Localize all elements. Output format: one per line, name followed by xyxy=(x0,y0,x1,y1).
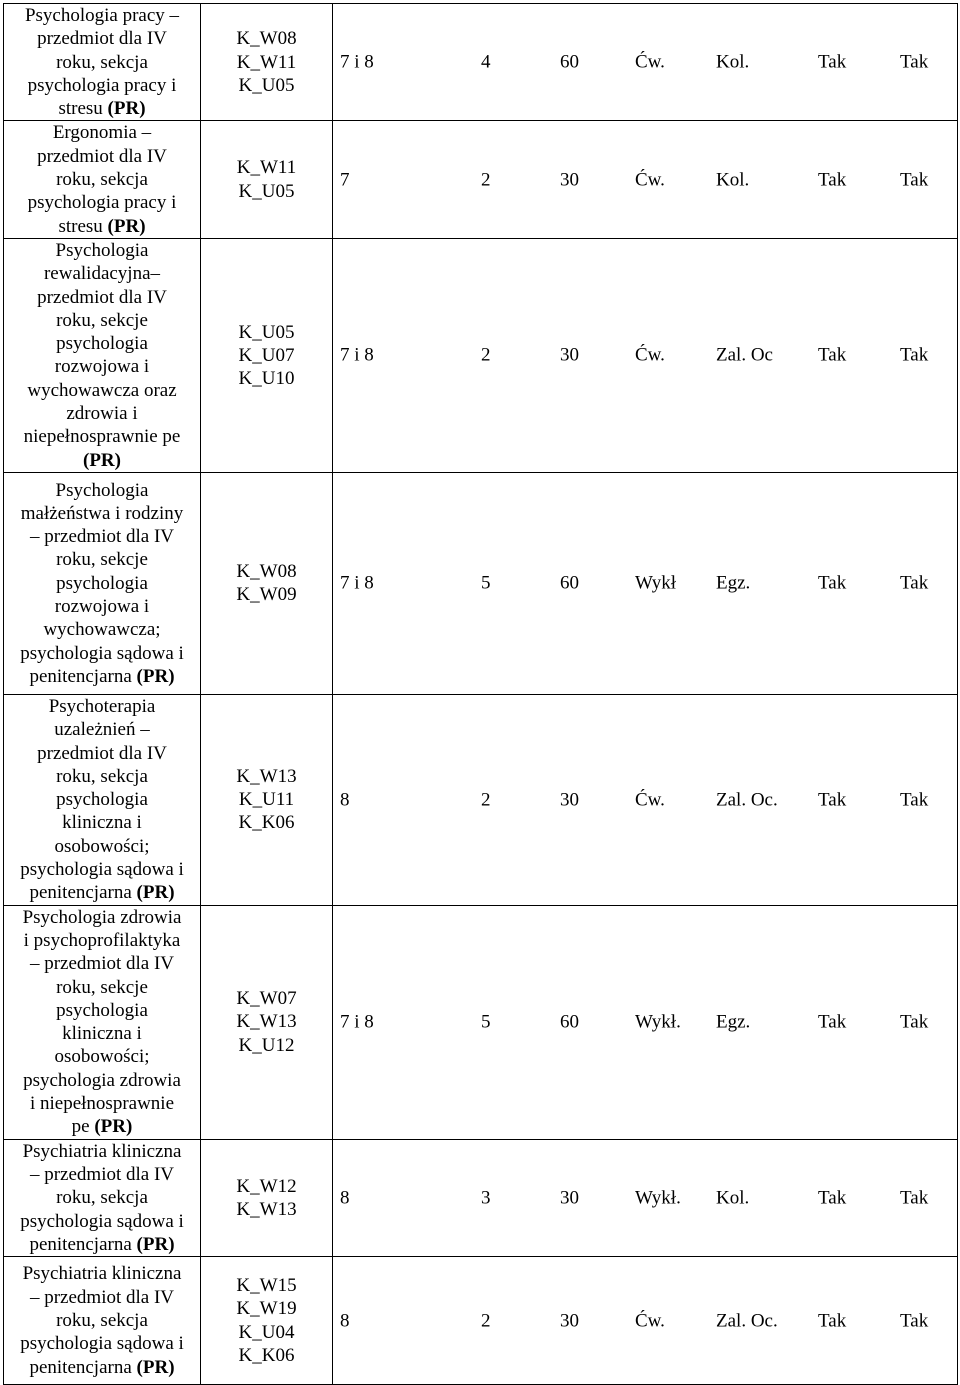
subject-text: – przedmiot dla IV xyxy=(29,526,175,548)
pr-tag: (PR) xyxy=(94,1116,133,1138)
subject-text: psychologia sądowa i xyxy=(20,859,184,881)
subject-line xyxy=(4,355,200,378)
subject-text: wychowawcza oraz xyxy=(27,379,177,401)
subject-text: – przedmiot dla IV xyxy=(29,953,175,975)
details-cell xyxy=(333,121,958,238)
subject-text: roku, sekcje xyxy=(56,976,148,998)
class-form: Wykł. xyxy=(635,1187,681,1209)
pr-tag: (PR) xyxy=(107,98,146,120)
subject-line xyxy=(4,548,200,571)
subject-line xyxy=(4,595,200,618)
subject-line xyxy=(4,51,200,74)
details-cell xyxy=(333,1257,958,1385)
subject-line xyxy=(4,1163,200,1186)
course-row xyxy=(4,4,958,121)
subject-text: przedmiot dla IV xyxy=(37,28,167,50)
learning-outcome-code: K_K06 xyxy=(238,1344,295,1366)
hours: 60 xyxy=(560,1011,579,1033)
class-form: Ćw. xyxy=(635,344,665,366)
learning-outcome-code: K_U04 xyxy=(238,1321,295,1343)
flag-1: Tak xyxy=(818,789,847,811)
course-row xyxy=(4,905,958,1139)
subject-line xyxy=(4,906,200,929)
subject-line xyxy=(4,1262,200,1285)
subject-line xyxy=(4,1140,200,1163)
semester: 7 i 8 xyxy=(340,572,374,594)
subject-line xyxy=(4,525,200,548)
course-row xyxy=(4,238,958,472)
semester: 7 i 8 xyxy=(340,51,374,73)
semester: 8 xyxy=(340,1309,350,1331)
course-row xyxy=(4,1139,958,1256)
subject-text: i psychoprofilaktyka xyxy=(23,929,181,951)
subject-line xyxy=(4,27,200,50)
learning-outcome-code: K_W12 xyxy=(236,1175,297,1197)
semester: 7 xyxy=(340,169,350,191)
subject-text: roku, sekcja xyxy=(56,51,148,73)
ects-points: 2 xyxy=(481,169,491,191)
subject-text: psychologia xyxy=(56,789,148,811)
learning-outcome-code: K_W09 xyxy=(236,584,297,606)
subject-text: – przedmiot dla IV xyxy=(29,1163,175,1185)
subject-text: przedmiot dla IV xyxy=(37,742,167,764)
subject-cell xyxy=(4,472,201,694)
flag-2: Tak xyxy=(900,1011,929,1033)
subject-text: penitencjarna xyxy=(29,882,132,904)
subject-text: kliniczna i xyxy=(62,812,142,834)
subject-line xyxy=(4,168,200,191)
subject-line xyxy=(4,332,200,355)
subject-line xyxy=(4,952,200,975)
class-form: Ćw. xyxy=(635,169,665,191)
subject-line xyxy=(4,74,200,97)
subject-text: psychologia xyxy=(56,999,148,1021)
pr-tag: (PR) xyxy=(136,882,175,904)
subject-line xyxy=(4,425,200,448)
ects-points: 2 xyxy=(481,1309,491,1331)
ects-points: 5 xyxy=(481,1011,491,1033)
learning-outcomes-cell xyxy=(201,472,333,694)
pr-tag: (PR) xyxy=(136,1233,175,1255)
subject-line xyxy=(4,402,200,425)
course-row xyxy=(4,121,958,238)
learning-outcomes-cell xyxy=(201,905,333,1139)
subject-text: i niepełnosprawnie xyxy=(29,1093,175,1114)
subject-line xyxy=(4,1022,200,1045)
subject-text: penitencjarna xyxy=(29,1233,132,1255)
details-cell xyxy=(333,1139,958,1256)
subject-text: psychologia sądowa i xyxy=(20,1210,184,1232)
subject-cell xyxy=(4,1139,201,1256)
subject-cell xyxy=(4,905,201,1139)
learning-outcomes-cell xyxy=(201,238,333,472)
subject-text: rozwojowa i xyxy=(54,356,150,378)
subject-text: przedmiot dla IV xyxy=(37,286,167,308)
learning-outcome-code: K_U05 xyxy=(238,74,295,96)
learning-outcomes-cell xyxy=(201,121,333,238)
subject-line xyxy=(4,742,200,765)
subject-text: psychologia sądowa i xyxy=(20,642,184,664)
details-cell xyxy=(333,4,958,121)
subject-text: Psychiatria kliniczna xyxy=(22,1140,182,1162)
semester: 8 xyxy=(340,789,350,811)
verification-form: Kol. xyxy=(716,51,750,73)
subject-cell xyxy=(4,1257,201,1385)
subject-text: – przedmiot dla IV xyxy=(29,1286,175,1308)
learning-outcome-code: K_W11 xyxy=(236,157,297,179)
subject-text: Psychologia pracy – xyxy=(24,5,180,26)
hours: 30 xyxy=(560,344,579,366)
subject-text: psychologia pracy i xyxy=(27,192,177,214)
semester: 8 xyxy=(340,1187,350,1209)
subject-text: Psychologia xyxy=(55,239,149,261)
subject-line xyxy=(4,239,200,262)
subject-line xyxy=(4,1233,200,1256)
learning-outcome-code: K_W15 xyxy=(236,1275,297,1296)
subject-line xyxy=(4,1309,200,1332)
learning-outcome-code: K_W13 xyxy=(236,1011,297,1033)
subject-line xyxy=(4,379,200,402)
pr-tag: (PR) xyxy=(136,665,175,687)
subject-text: psychologia zdrowia xyxy=(23,1069,181,1091)
subject-text: małżeństwa i rodziny xyxy=(20,502,184,524)
subject-line xyxy=(4,929,200,952)
subject-text: roku, sekcje xyxy=(56,549,148,571)
details-cell xyxy=(333,694,958,905)
hours: 60 xyxy=(560,51,579,73)
subject-text: rewalidacyjna– xyxy=(43,263,161,285)
subject-text: psychologia pracy i xyxy=(27,74,177,96)
hours: 30 xyxy=(560,789,579,811)
subject-text: rozwojowa i xyxy=(54,596,150,618)
subject-line xyxy=(4,4,200,27)
learning-outcomes-cell xyxy=(201,1139,333,1256)
learning-outcome-code: K_W13 xyxy=(236,765,297,787)
learning-outcome-code: K_W08 xyxy=(236,561,297,583)
hours: 60 xyxy=(560,572,579,594)
flag-1: Tak xyxy=(818,1011,847,1033)
subject-text: stresu xyxy=(58,215,103,237)
details-cell xyxy=(333,905,958,1139)
subject-line xyxy=(4,858,200,881)
subject-text: Ergonomia – xyxy=(52,122,152,144)
verification-form: Egz. xyxy=(716,572,751,594)
ects-points: 2 xyxy=(481,789,491,811)
flag-2: Tak xyxy=(900,1309,929,1331)
subject-text: stresu xyxy=(58,98,103,120)
flag-1: Tak xyxy=(818,572,847,594)
subject-line xyxy=(4,1092,200,1115)
subject-line xyxy=(4,999,200,1022)
flag-2: Tak xyxy=(900,789,929,811)
subject-text: roku, sekcja xyxy=(56,169,148,191)
subject-line xyxy=(4,765,200,788)
subject-line xyxy=(4,502,200,525)
subject-line xyxy=(4,449,200,472)
flag-1: Tak xyxy=(818,169,847,191)
flag-2: Tak xyxy=(900,169,929,191)
class-form: Ćw. xyxy=(635,1309,665,1331)
learning-outcome-code: K_U07 xyxy=(238,344,295,366)
pr-tag: (PR) xyxy=(136,1356,175,1378)
subject-line xyxy=(4,642,200,665)
learning-outcome-code: K_W07 xyxy=(236,988,297,1010)
subject-line xyxy=(4,309,200,332)
subject-line xyxy=(4,1332,200,1355)
learning-outcome-code: K_U11 xyxy=(238,789,295,811)
subject-line xyxy=(4,572,200,595)
verification-form: Zal. Oc xyxy=(716,344,773,366)
class-form: Wykł xyxy=(635,572,677,594)
subject-line xyxy=(4,1210,200,1233)
subject-line xyxy=(4,811,200,834)
subject-line xyxy=(4,695,200,718)
verification-form: Zal. Oc. xyxy=(716,1309,778,1331)
flag-2: Tak xyxy=(900,572,929,594)
subject-text: osobowości; xyxy=(54,835,150,857)
subject-text: psychologia sądowa i xyxy=(20,1333,184,1355)
learning-outcomes-cell xyxy=(201,1257,333,1385)
verification-form: Zal. Oc. xyxy=(716,789,778,811)
learning-outcomes-cell xyxy=(201,4,333,121)
semester: 7 i 8 xyxy=(340,1011,374,1033)
class-form: Ćw. xyxy=(635,789,665,811)
subject-text: roku, sekcja xyxy=(56,1187,148,1209)
ects-points: 3 xyxy=(481,1187,491,1209)
subject-text: Psychiatria kliniczna xyxy=(22,1263,182,1285)
semester: 7 i 8 xyxy=(340,344,374,366)
subject-text: Psychoterapia xyxy=(48,695,156,717)
flag-1: Tak xyxy=(818,51,847,73)
subject-text: roku, sekcja xyxy=(56,1309,148,1331)
flag-2: Tak xyxy=(900,1187,929,1209)
subject-line xyxy=(4,665,200,688)
learning-outcome-code: K_U05 xyxy=(238,180,295,202)
verification-form: Egz. xyxy=(716,1011,751,1033)
subject-text: pe xyxy=(71,1116,90,1138)
subject-line xyxy=(4,97,200,120)
subject-line xyxy=(4,121,200,144)
details-cell xyxy=(333,238,958,472)
subject-line xyxy=(4,1286,200,1309)
hours: 30 xyxy=(560,169,579,191)
subject-text: roku, sekcje xyxy=(56,309,148,331)
subject-line xyxy=(4,718,200,741)
ects-points: 2 xyxy=(481,344,491,366)
subject-text: Psychologia xyxy=(55,479,149,501)
pr-tag: (PR) xyxy=(107,215,146,237)
learning-outcome-code: K_W08 xyxy=(236,28,297,50)
verification-form: Kol. xyxy=(716,1187,750,1209)
ects-points: 4 xyxy=(481,51,491,73)
subject-text: osobowości; xyxy=(54,1046,150,1068)
course-row xyxy=(4,1257,958,1385)
subject-text: wychowawcza; xyxy=(43,619,161,641)
learning-outcome-code: K_W19 xyxy=(236,1298,297,1320)
flag-1: Tak xyxy=(818,1187,847,1209)
learning-outcome-code: K_W11 xyxy=(236,51,297,73)
subject-line xyxy=(4,618,200,641)
subject-text: penitencjarna xyxy=(29,665,132,687)
subject-line xyxy=(4,215,200,238)
verification-form: Kol. xyxy=(716,169,750,191)
subject-text: psychologia xyxy=(56,572,148,594)
subject-text: zdrowia i xyxy=(66,403,138,425)
subject-line xyxy=(4,1069,200,1092)
flag-2: Tak xyxy=(900,344,929,366)
learning-outcome-code: K_U10 xyxy=(238,368,295,390)
class-form: Wykł. xyxy=(635,1011,681,1033)
flag-2: Tak xyxy=(900,51,929,73)
ects-points: 5 xyxy=(481,572,491,594)
flag-1: Tak xyxy=(818,344,847,366)
learning-outcome-code: K_U05 xyxy=(238,321,295,343)
learning-outcome-code: K_K06 xyxy=(238,812,295,834)
hours: 30 xyxy=(560,1187,579,1209)
subject-cell xyxy=(4,121,201,238)
hours: 30 xyxy=(560,1309,579,1331)
subject-cell xyxy=(4,694,201,905)
course-table-body xyxy=(4,4,958,1385)
flag-1: Tak xyxy=(818,1309,847,1331)
subject-line xyxy=(4,1356,200,1379)
subject-text: uzależnień – xyxy=(54,719,150,741)
subject-line xyxy=(4,262,200,285)
details-cell xyxy=(333,472,958,694)
subject-cell xyxy=(4,4,201,121)
subject-line xyxy=(4,835,200,858)
subject-text: Psychologia zdrowia xyxy=(22,906,182,928)
subject-line xyxy=(4,479,200,502)
learning-outcomes-cell xyxy=(201,694,333,905)
subject-line xyxy=(4,145,200,168)
subject-line xyxy=(4,1115,200,1138)
subject-text: przedmiot dla IV xyxy=(37,145,167,167)
subject-text: roku, sekcja xyxy=(56,765,148,787)
subject-line xyxy=(4,191,200,214)
learning-outcome-code: K_W13 xyxy=(236,1198,297,1220)
subject-line xyxy=(4,976,200,999)
course-row xyxy=(4,694,958,905)
pr-tag: (PR) xyxy=(83,449,121,471)
subject-text: psychologia xyxy=(56,333,148,355)
learning-outcome-code: K_U12 xyxy=(238,1034,295,1056)
subject-line xyxy=(4,286,200,309)
subject-line xyxy=(4,1045,200,1068)
course-table xyxy=(3,3,958,1385)
course-row xyxy=(4,472,958,694)
subject-text: niepełnosprawnie pe xyxy=(23,426,181,448)
subject-cell xyxy=(4,238,201,472)
subject-text: kliniczna i xyxy=(62,1023,142,1045)
subject-text: penitencjarna xyxy=(29,1356,132,1378)
class-form: Ćw. xyxy=(635,51,665,73)
subject-line xyxy=(4,881,200,904)
subject-line xyxy=(4,788,200,811)
subject-line xyxy=(4,1186,200,1209)
